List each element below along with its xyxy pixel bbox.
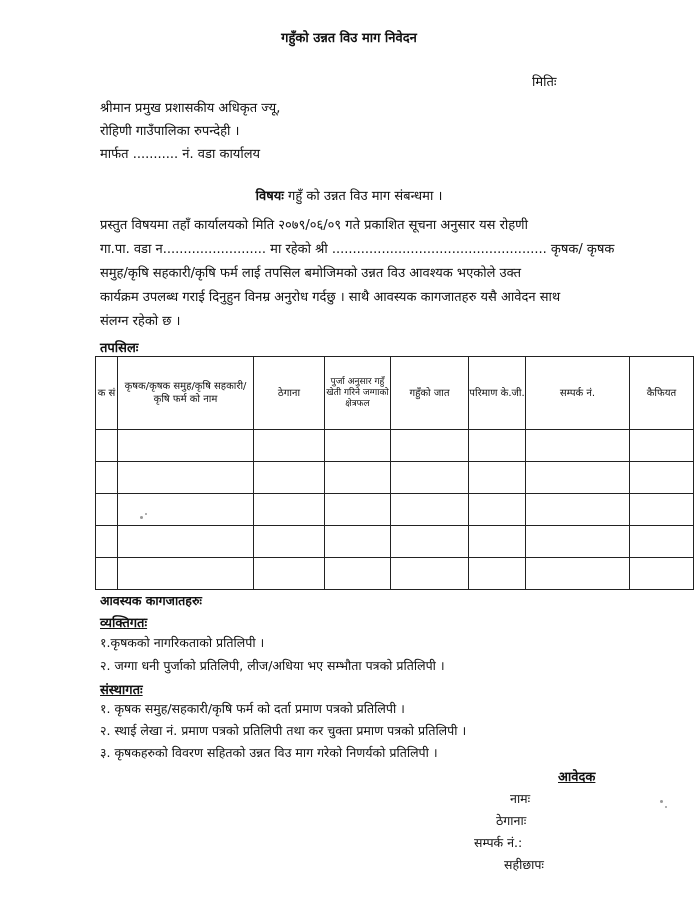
documents-heading: आवस्यक कागजातहरुः bbox=[100, 593, 202, 608]
table-header-row bbox=[96, 357, 694, 430]
institutional-doc-item: १. कृषक समुह/सहकारी/कृषि फर्म को दर्ता प्रमाण पत्रको प्रतिलिपी । bbox=[100, 701, 405, 716]
scan-speck bbox=[665, 806, 667, 808]
via-office-line: मार्फत ........... नं. वडा कार्यालय bbox=[100, 147, 261, 162]
table-heading: तपसिलः bbox=[100, 341, 139, 356]
table-row bbox=[96, 430, 694, 462]
institutional-heading: संस्थागतः bbox=[100, 683, 143, 698]
paragraph-line: कार्यक्रम उपलब्ध गराई दिनुहुन विनम्र अनुरोध गर्दछु । साथै आवस्यक कागजातहरु यसै आवेदन साथ bbox=[100, 290, 561, 305]
col-remarks: कैफियत bbox=[630, 357, 694, 430]
details-table bbox=[95, 356, 694, 590]
table-row bbox=[96, 494, 694, 526]
scan-speck bbox=[660, 800, 663, 803]
applicant-heading: आवेदक bbox=[558, 770, 596, 785]
col-address: ठेगाना bbox=[254, 357, 325, 430]
col-serial: क सं bbox=[96, 357, 118, 430]
addressee-line: श्रीमान प्रमुख प्रशासकीय अधिकृत ज्यू, bbox=[100, 101, 281, 116]
personal-doc-item: १.कृषकको नागरिकताको प्रतिलिपी । bbox=[100, 635, 265, 650]
applicant-name-label: नामः bbox=[510, 791, 531, 806]
col-farmer-name: कृषक/कृषक समुह/कृषि सहकारी/कृषि फर्म को नाम bbox=[118, 357, 254, 430]
col-quantity-kg: परिमाण के.जी. bbox=[469, 357, 526, 430]
subject-label: विषयः bbox=[255, 189, 284, 204]
col-land-area: पुर्जा अनुसार गहुँ खेती गरिने जग्गाको क्षेत्रफल bbox=[325, 357, 391, 430]
applicant-contact-label: सम्पर्क नं.: bbox=[474, 835, 523, 850]
paragraph-line: गा.पा. वडा न......................... मा रहेको श्री .................................................... कृषक/ कृषक bbox=[100, 242, 615, 257]
personal-heading: व्यक्तिगतः bbox=[100, 616, 148, 631]
applicant-address-label: ठेगानाः bbox=[496, 813, 527, 828]
institutional-doc-item: ३. कृषकहरुको विवरण सहितको उन्नत विउ माग गरेको निणर्यको प्रतिलिपी । bbox=[100, 745, 438, 760]
paragraph-line: प्रस्तुत विषयमा तहाँ कार्यालयको मिति २०७९/०६/०९ गते प्रकाशित सूचना अनुसार यस रोहणी bbox=[100, 218, 528, 233]
subject-line bbox=[0, 186, 698, 204]
personal-doc-item: २. जग्गा धनी पुर्जाको प्रतिलिपी, लीज/अधिया भए सम्भौता पत्रको प्रतिलिपी । bbox=[100, 658, 445, 673]
paragraph-line: समुह/कृषि सहकारी/कृषि फर्म लाई तपसिल बमोजिमको उन्नत विउ आवश्यक भएकोले उक्त bbox=[100, 266, 522, 281]
table-row bbox=[96, 526, 694, 558]
table-row bbox=[96, 558, 694, 590]
date-label: मितिः bbox=[532, 75, 557, 90]
col-wheat-variety: गहुँको जात bbox=[391, 357, 469, 430]
scan-speck bbox=[140, 516, 143, 519]
form-title: गहुँको उन्नत विउ माग निवेदन bbox=[281, 31, 417, 46]
municipality-line: रोहिणी गाउँपालिका रुपन्देही । bbox=[100, 124, 240, 139]
paragraph-line: संलग्न रहेको छ । bbox=[100, 314, 181, 329]
request-paragraph bbox=[100, 214, 615, 334]
institutional-doc-item: २. स्थाई लेखा नं. प्रमाण पत्रको प्रतिलिपी तथा कर चुक्ता प्रमाण पत्रको प्रतिलिपी । bbox=[100, 723, 467, 738]
subject-text: गहुँ को उन्नत विउ माग संबन्धमा । bbox=[288, 189, 443, 204]
col-contact-number: सम्पर्क नं. bbox=[526, 357, 630, 430]
scan-speck bbox=[145, 513, 147, 515]
table-row bbox=[96, 462, 694, 494]
applicant-signature-label: सहीछापः bbox=[504, 857, 544, 872]
